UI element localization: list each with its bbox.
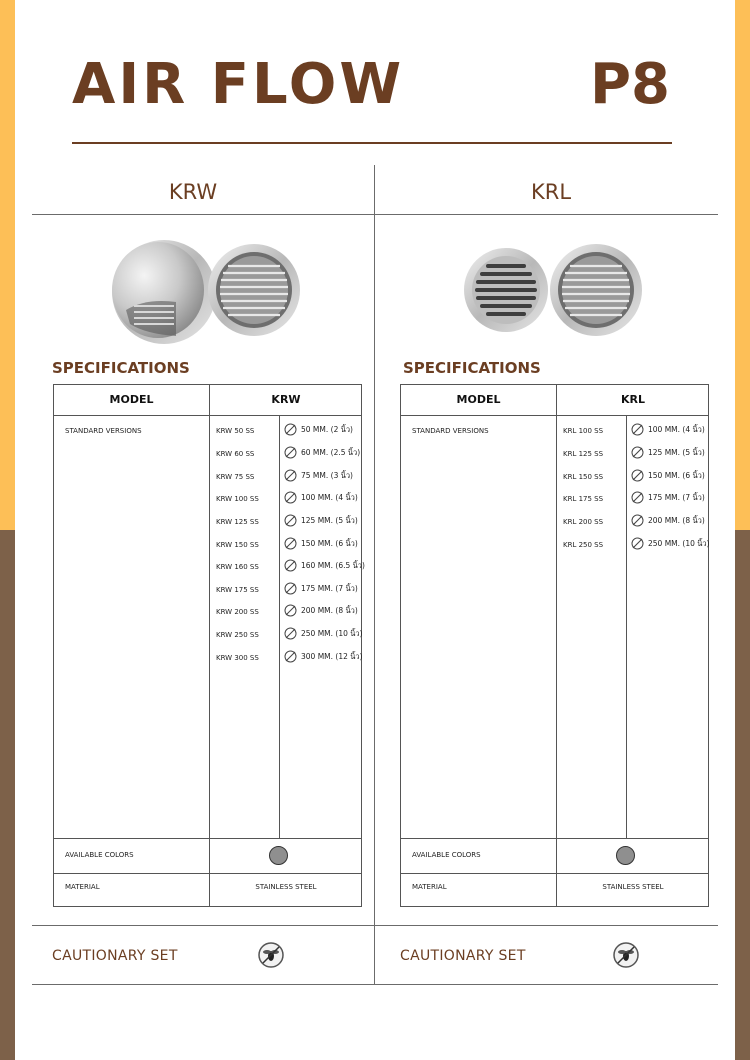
model-code: KRW 75 SS [216,473,255,481]
spec-table-krw [53,384,365,907]
row-rule [401,838,708,839]
diameter-icon [631,491,644,504]
diameter-icon [284,627,297,640]
diameter-icon [631,537,644,550]
size-value [284,423,353,436]
size-value [284,650,363,663]
size-value [284,514,358,527]
model-code: KRW 160 SS [216,563,259,571]
model-code: KRW 300 SS [216,654,259,662]
standard-versions-label: STANDARD VERSIONS [412,427,489,435]
material-value: STAINLESS STEEL [255,883,317,891]
specifications-heading-krl: SPECIFICATIONS [403,359,541,377]
diameter-icon [631,469,644,482]
page-code: P8 [589,52,670,117]
diameter-icon [284,537,297,550]
header-rule [401,415,708,416]
model-code: KRL 175 SS [563,495,604,503]
diameter-icon [284,514,297,527]
size-text: 200 MM. (8 นิ้ว) [648,515,705,525]
row-rule [401,873,708,874]
size-text: 150 MM. (6 นิ้ว) [648,470,705,480]
right-accent-bar-top [735,0,750,530]
material-label: MATERIAL [65,883,100,891]
diameter-icon [284,423,297,436]
size-value [284,491,358,504]
model-code: KRW 200 SS [216,608,259,616]
model-code: KRL 200 SS [563,518,604,526]
diameter-icon [284,650,297,663]
diameter-icon [631,514,644,527]
diameter-icon [284,469,297,482]
size-value [284,627,363,640]
size-text: 125 MM. (5 นิ้ว) [301,515,358,525]
diameter-icon [631,446,644,459]
product-title-rule [32,214,718,215]
right-accent-bar-bottom [735,530,750,1060]
model-code: KRL 150 SS [563,473,604,481]
size-text: 160 MM. (6.5 นิ้ว) [301,560,365,570]
model-code: KRL 250 SS [563,541,604,549]
col-rule [279,415,280,838]
size-value [284,559,365,572]
diameter-icon [631,423,644,436]
product-title-krw: KRW [168,180,218,204]
krw-product-image [106,232,302,348]
size-text: 150 MM. (6 นิ้ว) [301,538,358,548]
caution-bottom-rule [32,984,718,985]
model-code: KRL 125 SS [563,450,604,458]
row-rule [54,838,361,839]
material-value: STAINLESS STEEL [602,883,664,891]
size-text: 250 MM. (10 นิ้ว) [301,628,363,638]
diameter-icon [284,604,297,617]
material-label: MATERIAL [412,883,447,891]
header-model: MODEL [109,393,154,406]
header-model: MODEL [456,393,501,406]
header-product: KRL [620,393,645,406]
model-code: KRW 175 SS [216,586,259,594]
cautionary-set-label-krl: CAUTIONARY SET [400,948,526,964]
diameter-icon [284,582,297,595]
size-value [631,491,705,504]
size-text: 175 MM. (7 นิ้ว) [648,492,705,502]
size-text: 100 MM. (4 นิ้ว) [301,492,358,502]
specifications-heading-krw: SPECIFICATIONS [52,359,190,377]
left-accent-bar-bottom [0,530,15,1060]
caution-top-rule [32,925,718,926]
size-value [284,537,358,550]
size-text: 125 MM. (5 นิ้ว) [648,447,705,457]
available-colors-label: AVAILABLE COLORS [65,851,134,859]
available-colors-label: AVAILABLE COLORS [412,851,481,859]
standard-versions-label: STANDARD VERSIONS [65,427,142,435]
col-rule [209,385,210,906]
model-code: KRW 250 SS [216,631,259,639]
size-text: 75 MM. (3 นิ้ว) [301,470,353,480]
color-swatch-gray [269,846,288,865]
no-insect-icon [612,941,640,969]
diameter-icon [284,559,297,572]
size-text: 300 MM. (12 นิ้ว) [301,651,363,661]
size-value [631,537,710,550]
header-rule [54,415,361,416]
column-divider [374,165,375,985]
size-value [631,446,705,459]
size-text: 175 MM. (7 นิ้ว) [301,583,358,593]
size-value [631,423,705,436]
size-text: 250 MM. (10 นิ้ว) [648,538,710,548]
row-rule [54,873,361,874]
krl-product-image [462,232,652,348]
size-text: 100 MM. (4 นิ้ว) [648,424,705,434]
model-code: KRL 100 SS [563,427,604,435]
page-title: AIR FLOW [72,52,405,117]
title-divider [72,142,672,144]
diameter-icon [284,446,297,459]
model-code: KRW 50 SS [216,427,255,435]
size-text: 200 MM. (8 นิ้ว) [301,605,358,615]
size-text: 50 MM. (2 นิ้ว) [301,424,353,434]
size-text: 60 MM. (2.5 นิ้ว) [301,447,361,457]
model-code: KRW 100 SS [216,495,259,503]
size-value [631,514,705,527]
model-code: KRW 150 SS [216,541,259,549]
size-value [284,604,358,617]
product-title-krl: KRL [530,180,572,204]
cautionary-set-label-krw: CAUTIONARY SET [52,948,178,964]
size-value [284,582,358,595]
size-value [284,446,360,459]
diameter-icon [284,491,297,504]
model-code: KRW 125 SS [216,518,259,526]
no-insect-icon [257,941,285,969]
col-rule [626,415,627,838]
spec-table-krl [400,384,709,907]
model-code: KRW 60 SS [216,450,255,458]
size-value [284,469,353,482]
color-swatch-gray [616,846,635,865]
size-value [631,469,705,482]
left-accent-bar-top [0,0,15,530]
header-product: KRW [271,393,301,406]
col-rule [556,385,557,906]
